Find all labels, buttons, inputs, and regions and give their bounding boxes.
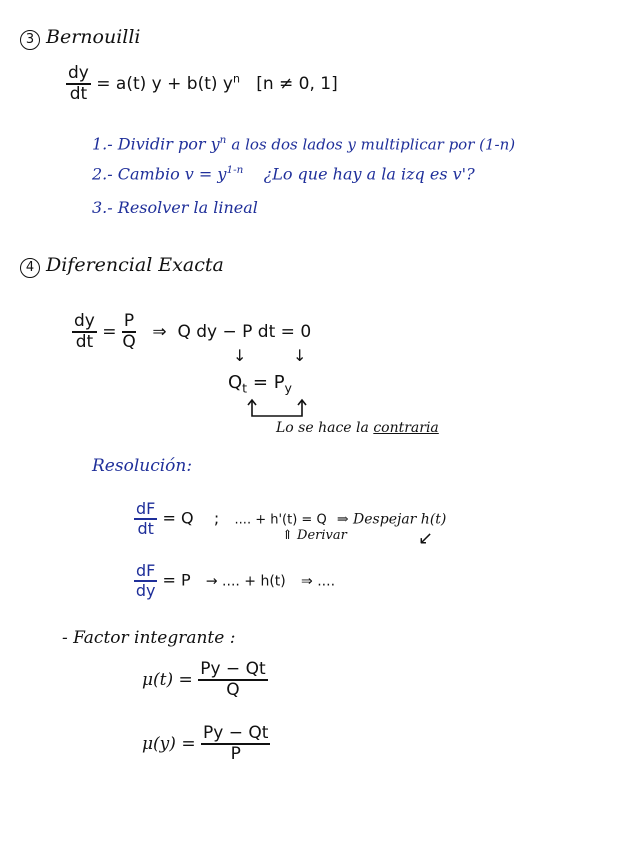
bernoulli-step-2 [92, 164, 475, 183]
bernoulli-rhs-exponent: n [232, 72, 240, 86]
bernoulli-dt: dt [69, 83, 88, 104]
mu-t-num: Py − Qt [200, 659, 266, 679]
r1-eq: = Q [162, 508, 194, 528]
bernoulli-rhs: = a(t) y + b(t) y [96, 74, 233, 95]
step-1-rest: a los dos lados y multiplicar por (1-n) [231, 135, 516, 154]
bernoulli-dy: dy [68, 63, 89, 83]
exacta-arrow-left: ↓ [233, 346, 247, 365]
mu-t-den: Q [226, 679, 240, 700]
step-1-number: 1.- [92, 134, 113, 154]
exacta-pq-fraction [122, 312, 136, 352]
exacta-implies: ⇒ [152, 322, 167, 343]
exacta-title: Diferencial Exacta [46, 254, 224, 276]
mu-y-num: Py − Qt [202, 723, 269, 743]
bernoulli-heading [20, 26, 141, 50]
bernoulli-step-1 [92, 134, 515, 153]
exacta-equation: $\frac{dy}{dt}$ = $\frac{P}{Q}$ ⇒ Q dy − P dt = 0 [74, 311, 312, 352]
mu-t-fraction [198, 660, 267, 700]
cond-p: P [273, 372, 285, 393]
mu-y-formula [142, 724, 270, 764]
mu-y-den: P [230, 743, 241, 764]
r2-rest: → .... + h(t) [205, 573, 286, 590]
cond-eq: = [252, 372, 268, 393]
exacta-arrow-right: ↓ [293, 346, 307, 365]
r1-rest: .... + h'(t) = Q [234, 512, 327, 528]
exacta-note [276, 420, 439, 436]
mu-t-label: μ(t) = [142, 670, 193, 691]
exacta-dt: dt [75, 331, 94, 352]
note-contraria: contraria [373, 420, 439, 436]
r1-fraction [134, 500, 157, 538]
bernoulli-condition: [n ≠ 0, 1] [256, 74, 338, 95]
mu-y-label: μ(y) = [142, 734, 196, 755]
step-3-text: Resolver la lineal [117, 198, 258, 217]
bernoulli-title: Bernouilli [46, 26, 141, 48]
r2-eq: = P [162, 570, 191, 590]
bernoulli-step-3 [92, 198, 258, 217]
step-2-number: 2.- [92, 164, 113, 184]
resolucion-title: Resolución: [92, 456, 193, 476]
exacta-q: Q [122, 331, 136, 352]
factor-title: - Factor integrante : [62, 628, 236, 648]
step-2-sup: 1-n [226, 164, 244, 176]
r2-num: dF [136, 561, 156, 580]
exacta-dydt-fraction [72, 312, 97, 352]
r1-down-arrow: ↙ [418, 528, 434, 549]
resolucion-row-2 [134, 562, 335, 600]
cond-q-sub: t [242, 380, 248, 396]
step-2-text: Cambio v = y [117, 164, 227, 184]
bernoulli-equation [66, 64, 338, 104]
exacta-heading [20, 254, 224, 278]
step-3-number: 3.- [92, 198, 113, 217]
exacta-condition [228, 372, 292, 396]
note-text: Lo se hace la [276, 420, 369, 436]
r1-den: dt [137, 518, 154, 538]
r1-derivar: ⇑ Derivar [282, 528, 347, 543]
cond-q: Q [228, 372, 243, 393]
mu-t-formula [142, 660, 268, 700]
r2-den: dy [135, 580, 156, 600]
exacta-form: Q dy − P dt = 0 [177, 322, 312, 343]
r1-semicolon: ; [213, 508, 220, 528]
r2-fraction [134, 562, 157, 600]
r1-then: ⇒ Despejar h(t) [336, 511, 447, 528]
step-1-sup: n [219, 134, 227, 146]
bernoulli-dydt-fraction [66, 64, 91, 104]
bernoulli-number: 3 [20, 30, 40, 50]
exacta-p: P [123, 311, 135, 331]
step-2-rest: ¿Lo que hay a la izq es v'? [263, 164, 475, 184]
exacta-dy: dy [74, 311, 95, 331]
mu-y-fraction [201, 724, 270, 764]
exacta-number: 4 [20, 258, 40, 278]
cond-p-sub: y [284, 380, 292, 396]
r2-then: ⇒ .... [301, 573, 336, 590]
step-1-text: Dividir por y [117, 134, 220, 154]
r1-num: dF [136, 499, 156, 518]
